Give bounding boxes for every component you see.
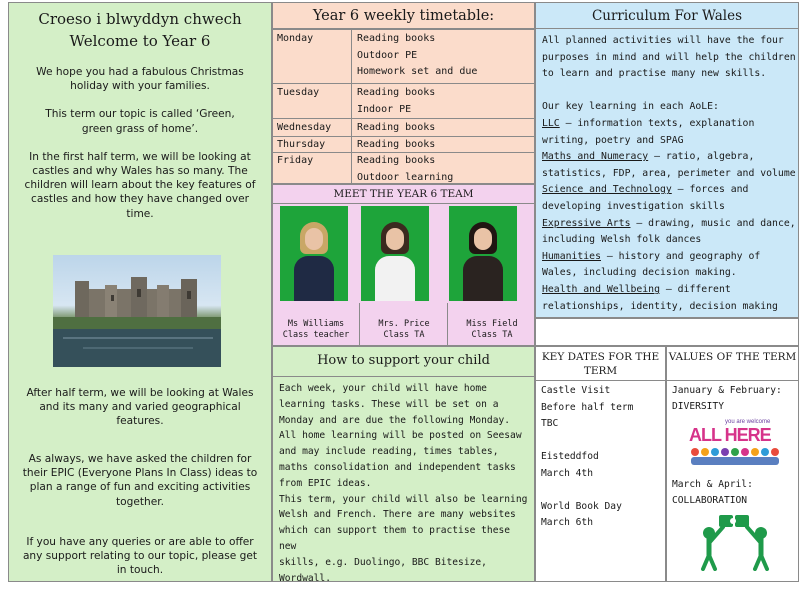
support-line: This term, your child will also be learning xyxy=(279,493,528,505)
team-heading: MEET THE YEAR 6 TEAM xyxy=(273,185,534,204)
aole-detail: – information texts, explanation xyxy=(559,117,755,129)
key-dates-panel xyxy=(535,346,666,582)
activity: Homework set and due xyxy=(357,66,478,77)
welcome-paragraph: We hope you had a fabulous Christmas holiday with your families. xyxy=(36,66,244,93)
aole-detail: statistics, FDP, area, perimeter and volume xyxy=(542,167,796,179)
support-line: skills, e.g. Duolingo, BBC Bitesize, xyxy=(279,556,487,568)
timetable-row-wednesday xyxy=(273,118,534,136)
support-line: learning tasks. These will be set on a xyxy=(279,398,499,410)
all-here-logo xyxy=(689,419,781,467)
aole-detail: – forces and xyxy=(671,184,749,196)
curriculum-lead: Our key learning in each AoLE: xyxy=(542,101,719,113)
curriculum-intro-line: purposes in mind and will help the children xyxy=(542,51,796,63)
timetable-day: Friday xyxy=(277,155,314,166)
aole-name: Humanities xyxy=(542,250,601,262)
epic-paragraph: As always, we have asked the children for their EPIC (Everyone Plans In Class) ideas to plan a range of fun and exciting activities together. xyxy=(22,453,258,508)
key-dates-body xyxy=(541,383,633,532)
team-member-name: Miss Field xyxy=(466,319,518,329)
collaboration-icon xyxy=(695,513,775,571)
aole-name: Expressive Arts xyxy=(542,217,631,229)
team-member-name: Ms Williams xyxy=(287,319,345,329)
timetable-title: Year 6 weekly timetable: xyxy=(273,3,534,29)
timetable-row-monday xyxy=(273,29,534,83)
welcome-title-welsh: Croeso i blwyddyn chwech xyxy=(38,10,242,28)
curriculum-panel xyxy=(535,2,799,318)
value-name: COLLABORATION xyxy=(672,495,748,506)
aole-detail: – ratio, algebra, xyxy=(648,151,755,163)
support-line: Monday and are due the following Monday. xyxy=(279,414,511,426)
event-name: Eisteddfod xyxy=(541,451,599,462)
timetable-day: Tuesday xyxy=(277,87,320,98)
all-here-logo-text: ALL HERE xyxy=(689,425,771,445)
event-name: World Book Day xyxy=(541,500,622,512)
activity: Reading books xyxy=(357,155,436,166)
aole-name: Maths and Numeracy xyxy=(542,151,649,163)
aole-name: Health and Wellbeing xyxy=(542,283,660,295)
support-line: which can support them to practise these new xyxy=(279,525,511,552)
timetable-row-thursday xyxy=(273,136,534,152)
timetable-panel xyxy=(272,2,535,184)
value-period: March & April: xyxy=(672,479,753,490)
support-body xyxy=(279,381,530,582)
activity: Reading books xyxy=(357,87,436,98)
event-date: March 4th xyxy=(541,467,593,479)
event-name: Castle Visit xyxy=(541,385,611,396)
aole-detail: writing, poetry and SPAG xyxy=(542,134,684,146)
welcome-title: Welcome to Year 6 xyxy=(69,32,211,50)
timetable-activities xyxy=(357,120,435,137)
event-date: Before half term xyxy=(541,401,634,413)
team-member-role: Class TA xyxy=(383,330,425,340)
event-date: March 6th xyxy=(541,517,593,528)
topic-paragraph: This term our topic is called ‘Green, green grass of home’. xyxy=(45,108,235,135)
aole-detail: Wales, including decision making. xyxy=(542,267,737,279)
values-panel xyxy=(666,346,799,582)
team-photo-ta-1 xyxy=(361,206,429,301)
all-here-logo-small: you are welcome xyxy=(725,419,771,425)
crowd-icon xyxy=(689,447,781,467)
event-date: TBC xyxy=(541,418,559,429)
support-line: Welsh and French. There are many websites xyxy=(279,509,516,521)
curriculum-body xyxy=(542,33,794,315)
timetable-day: Wednesday xyxy=(277,122,332,133)
support-panel xyxy=(272,346,535,582)
activity: Reading books xyxy=(357,139,436,150)
castle-illustration xyxy=(53,255,221,367)
aole-detail: – drawing, music and dance, xyxy=(630,217,796,229)
timetable-row-tuesday xyxy=(273,83,534,118)
timetable-activities xyxy=(357,31,477,81)
curriculum-intro-line: to learn and practise many new skills. xyxy=(542,68,767,80)
team-caption xyxy=(449,319,535,341)
support-line: from EPIC ideas. xyxy=(279,477,372,489)
aole-detail: including Welsh folk dances xyxy=(542,234,702,246)
value-period: January & February: xyxy=(672,385,782,396)
activity: Reading books xyxy=(357,122,436,133)
team-caption xyxy=(273,319,359,341)
support-line: and may include reading, times tables, xyxy=(279,446,499,458)
support-line: Each week, your child will have home xyxy=(279,383,487,394)
aole-detail: – different xyxy=(659,283,731,295)
activity: Outdoor learning xyxy=(357,171,454,183)
value-2 xyxy=(672,477,753,509)
first-half-paragraph: In the first half term, we will be looking at castles and why Wales has so many. The children will learn about the key features of castles and how they have changed over time. xyxy=(24,150,256,220)
aole-name: Science and Technology xyxy=(542,184,672,196)
aole-detail: developing investigation skills xyxy=(542,200,725,212)
activity: Reading books xyxy=(357,33,436,44)
welcome-panel xyxy=(8,2,272,582)
aole-detail: – history and geography of xyxy=(600,250,761,262)
timetable-day: Monday xyxy=(277,33,314,44)
team-panel xyxy=(272,184,535,346)
team-photo-teacher xyxy=(280,206,348,301)
activity: Indoor PE xyxy=(357,103,412,115)
support-title: How to support your child xyxy=(273,347,534,377)
castle-photo xyxy=(53,255,221,367)
values-title: VALUES OF THE TERM xyxy=(667,347,798,381)
value-name: DIVERSITY xyxy=(672,401,724,412)
value-1 xyxy=(672,383,782,415)
aole-detail: relationships, identity, decision making xyxy=(542,300,778,312)
team-photo-ta-2 xyxy=(449,206,517,301)
team-caption xyxy=(361,319,447,341)
timetable-activities xyxy=(357,85,435,118)
curriculum-title: Curriculum For Wales xyxy=(536,3,798,29)
support-line: Wordwall. xyxy=(279,572,331,582)
timetable-row-friday xyxy=(273,152,534,184)
team-member-role: Class teacher xyxy=(282,330,350,340)
team-member-role: Class TA xyxy=(471,330,513,340)
after-half-term-paragraph: After half term, we will be looking at Wales and its many and varied geographical features. xyxy=(26,387,254,428)
curriculum-intro-line: All planned activities will have the four xyxy=(542,35,784,46)
support-line: maths consolidation and independent tasks xyxy=(279,461,516,473)
team-member-name: Mrs. Price xyxy=(378,319,430,329)
queries-paragraph: If you have any queries or are able to offer any support relating to our topic, please get in touch. xyxy=(22,536,258,577)
support-line: All home learning will be posted on Seesaw xyxy=(279,430,522,442)
aole-name: LLC xyxy=(542,117,560,129)
timetable-day: Thursday xyxy=(277,139,326,150)
empty-cell xyxy=(535,318,799,346)
key-dates-title: KEY DATES FOR THE TERM xyxy=(536,347,665,381)
activity: Outdoor PE xyxy=(357,49,418,61)
timetable-activities xyxy=(357,153,453,184)
